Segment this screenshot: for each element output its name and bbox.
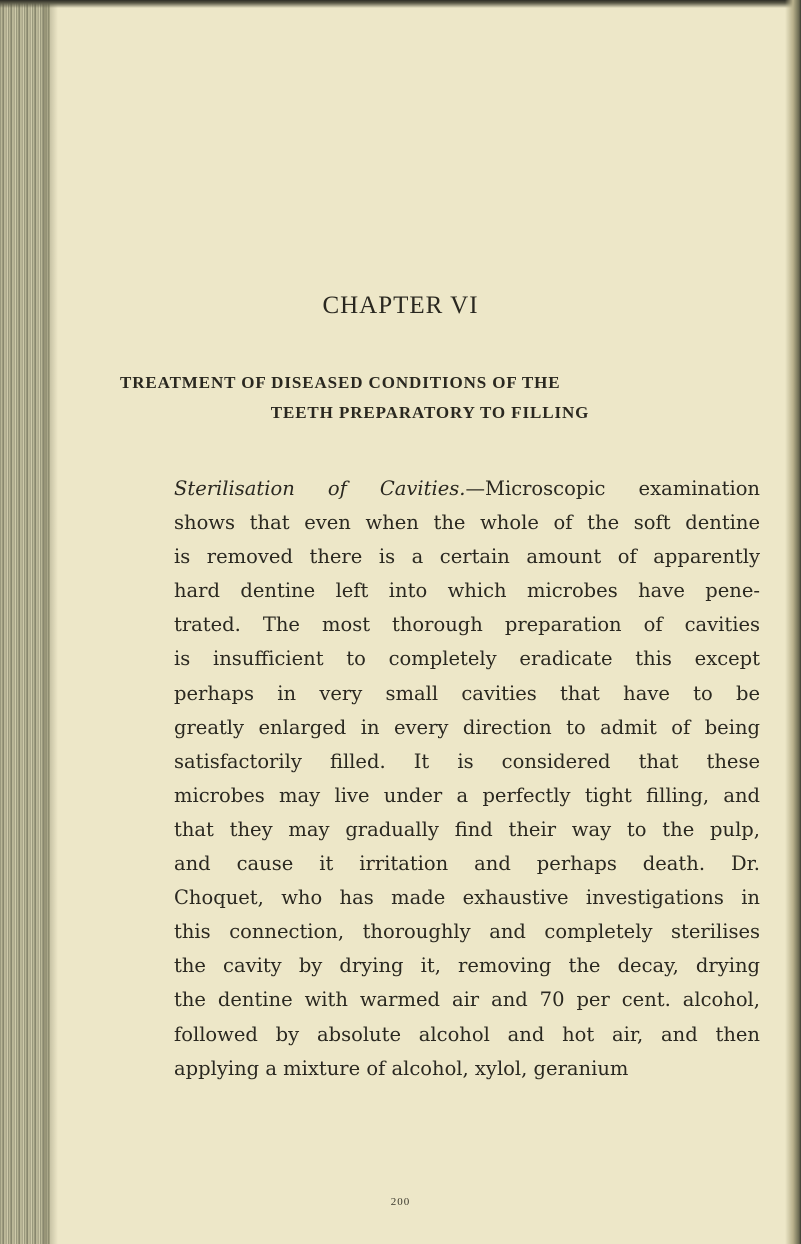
paragraph-line: greatly enlarged in every direction to admit of being: [174, 715, 760, 739]
paragraph-line: [174, 472, 760, 506]
paragraph-line-text: —Microscopic examination: [465, 477, 760, 500]
section-title-line-2: TEETH PREPARATORY TO FILLING: [270, 403, 590, 422]
paragraph-line: that they may gradually find their way to the pulp,: [174, 817, 760, 841]
section-title: [120, 368, 760, 428]
page-number: 200: [390, 1196, 411, 1208]
paragraph-line: the dentine with warmed air and 70 per cent. alcohol,: [174, 988, 760, 1012]
paragraph-line: microbes may live under a perfectly tight filling, and: [174, 783, 760, 807]
paragraph-line: is removed there is a certain amount of apparently: [174, 545, 760, 569]
paragraph-line: trated. The most thorough preparation of cavities: [174, 613, 760, 637]
paragraph-line: perhaps in very small cavities that have to be: [174, 681, 760, 705]
page-edge-top: [0, 0, 801, 8]
paragraph-line: and cause it irritation and perhaps death. Dr.: [174, 852, 760, 876]
paragraph-line: shows that even when the whole of the soft dentine: [174, 511, 760, 535]
paragraph-line: satisfactorily filled. It is considered that these: [174, 749, 760, 773]
paragraph-line: the cavity by drying it, removing the decay, drying: [174, 954, 760, 978]
page-stack-edge-left: [0, 0, 50, 1244]
body-paragraph: [174, 472, 760, 1086]
paragraph-line: Choquet, who has made exhaustive investigations in: [174, 886, 760, 910]
italic-lead: Sterilisation of Cavities.: [174, 477, 466, 500]
paragraph-line: followed by absolute alcohol and hot air, and then: [174, 1022, 760, 1046]
paragraph-line: is insufficient to completely eradicate this except: [174, 647, 760, 671]
paragraph-line: hard dentine left into which microbes have pene-: [174, 579, 760, 603]
paragraph-line: this connection, thoroughly and completely sterilises: [174, 920, 760, 944]
page-edge-right: [785, 0, 801, 1244]
gutter-shadow: [44, 0, 58, 1244]
section-title-line-1: TREATMENT OF DISEASED CONDITIONS OF THE: [120, 373, 561, 392]
chapter-heading: CHAPTER VI: [322, 292, 479, 319]
paragraph-line: applying a mixture of alcohol, xylol, geranium: [174, 1056, 629, 1080]
